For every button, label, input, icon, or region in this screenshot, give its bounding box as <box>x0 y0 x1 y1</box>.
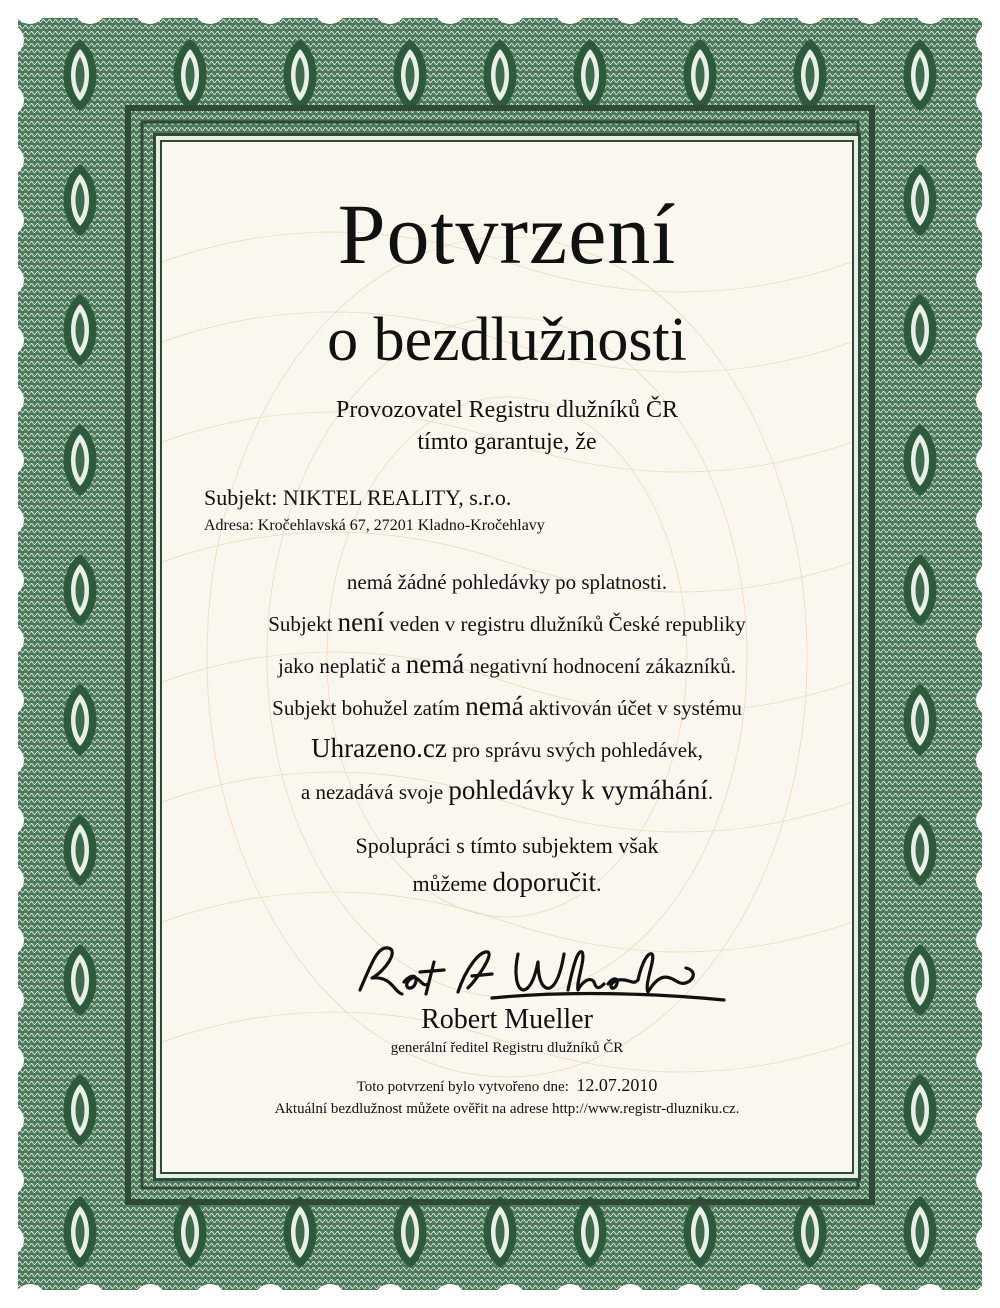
recommendation-text: . <box>596 871 602 896</box>
certificate-footer <box>162 1074 852 1120</box>
created-line <box>162 1074 852 1098</box>
created-label: Toto potvrzení bylo vytvořeno dne: <box>356 1079 569 1095</box>
statement-text: Subjekt <box>268 612 333 636</box>
certificate-title: Potvrzení <box>337 186 677 282</box>
statement-emphasis: Uhrazeno.cz <box>311 733 447 763</box>
statement-line <box>162 728 852 770</box>
statement-line: nemá žádné pohledávky po splatnosti. <box>346 570 668 594</box>
statement-line <box>162 644 852 686</box>
statement-line <box>162 602 852 644</box>
statement-text: veden v registru dlužníků České republiky <box>389 612 746 636</box>
certificate-text <box>162 142 852 1172</box>
debt-statement <box>162 562 852 812</box>
guarantee-line: tímto garantuje, že <box>417 429 597 455</box>
statement-text: pro správu svých pohledávek, <box>452 738 703 762</box>
statement-line <box>162 686 852 728</box>
address-line <box>204 514 545 538</box>
address-value: Kročehlavská 67, 27201 Kladno-Kročehlavy <box>257 517 545 534</box>
statement-text: aktivován účet v systému <box>528 696 742 720</box>
recommendation-line <box>162 864 852 902</box>
subject-block <box>204 484 545 538</box>
statement-text: jako neplatič a <box>278 654 401 678</box>
certificate-subtitle: o bezdlužnosti <box>327 306 687 374</box>
signer-name: Robert Mueller <box>421 1004 593 1035</box>
verify-line: Aktuální bezdlužnost můžete ověřit na adrese http://www.registr-dluzniku.cz. <box>274 1101 740 1117</box>
address-label: Adresa: <box>204 517 254 534</box>
recommendation <box>162 828 852 902</box>
statement-text: Subjekt bohužel zatím <box>272 696 460 720</box>
statement-text: a nezadává svoje <box>300 780 444 804</box>
subject-line <box>204 484 545 512</box>
operator-line: Provozovatel Registru dlužníků ČR <box>336 397 678 423</box>
recommendation-line: Spolupráci s tímto subjektem však <box>355 833 659 858</box>
recommendation-text: můžeme <box>412 871 488 896</box>
statement-text: negativní hodnocení zákazníků. <box>469 654 736 678</box>
statement-line <box>162 770 852 812</box>
subject-name: NIKTEL REALITY, s.r.o. <box>282 485 512 510</box>
created-date: 12.07.2010 <box>576 1075 658 1095</box>
subject-label: Subjekt: <box>204 485 278 510</box>
statement-text: . <box>707 780 714 804</box>
statement-emphasis: není <box>337 607 385 637</box>
signer-role: generální ředitel Registru dlužníků ČR <box>390 1040 624 1056</box>
certificate-body <box>160 140 854 1174</box>
statement-emphasis: nemá <box>465 691 524 721</box>
signature-icon <box>342 932 742 1012</box>
statement-emphasis: nemá <box>405 649 465 679</box>
recommendation-emphasis: doporučit <box>492 867 596 897</box>
operator-statement <box>162 394 852 458</box>
statement-emphasis: pohledávky k vymáhání <box>448 775 708 805</box>
